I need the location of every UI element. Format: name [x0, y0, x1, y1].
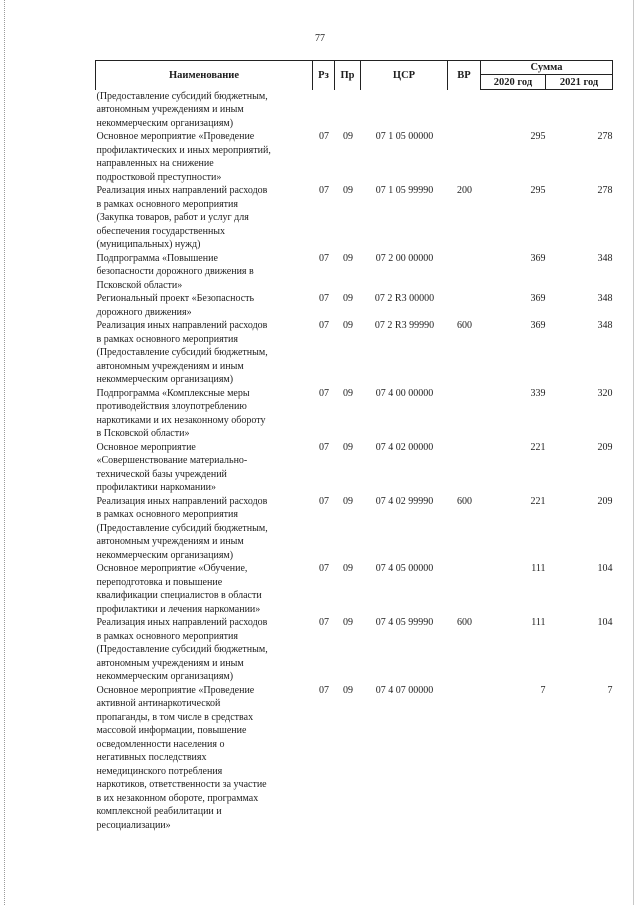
- cell-2021: 348: [597, 252, 613, 264]
- cell-name: Реализация иных направлений расходов в рамках основного мероприятия (Предоставление субсидий бюджетным, автономным учреждениям и иным некоммерческим организациям): [96, 495, 268, 561]
- cell-vr: [448, 684, 481, 833]
- cell-vr: [448, 90, 481, 131]
- cell-name: (Предоставление субсидий бюджетным, автономным учреждениям и иным некоммерческим организациям): [96, 90, 268, 129]
- cell-csr: 07 4 02 99990: [375, 495, 434, 507]
- cell-csr: 07 2 R3 00000: [374, 293, 435, 304]
- cell-vr: 600: [457, 617, 472, 628]
- cell-rz: 07: [319, 684, 329, 696]
- cell-2020: 221: [530, 495, 546, 507]
- cell-rz: 07: [319, 252, 329, 264]
- cell-pr: 09: [343, 617, 353, 628]
- cell-pr: 09: [343, 684, 353, 696]
- cell-2021: 348: [597, 320, 613, 331]
- page-number: 77: [315, 33, 325, 44]
- table-row: [96, 562, 613, 616]
- cell-name: Основное мероприятие «Проведение профилактических и иных мероприятий, направленных на снижение подростковой преступности»: [96, 131, 271, 183]
- cell-2021: 209: [597, 441, 613, 453]
- cell-name: Основное мероприятие «Обучение, переподготовка и повышение квалификации специалистов в области профилактики и лечения наркомании»: [96, 563, 262, 615]
- cell-pr: 09: [343, 293, 353, 304]
- cell-rz: 07: [319, 293, 329, 304]
- cell-name: Реализация иных направлений расходов в рамках основного мероприятия (Предоставление субсидий бюджетным, автономным учреждениям и иным некоммерческим организациям): [96, 320, 268, 385]
- cell-name: Подпрограмма «Повышение безопасности дорожного движения в Псковской области»: [96, 252, 254, 291]
- cell-csr: 07 4 07 00000: [375, 684, 434, 696]
- cell-2020: 221: [530, 441, 546, 453]
- cell-2020: 7: [540, 684, 546, 696]
- cell-2020: [481, 90, 546, 131]
- page-edge-left: [4, 0, 5, 905]
- cell-rz: 07: [319, 387, 329, 399]
- cell-csr: 07 4 05 00000: [375, 563, 434, 574]
- cell-pr: 09: [343, 495, 353, 507]
- cell-vr: 200: [457, 185, 472, 196]
- cell-2020: 111: [531, 617, 546, 628]
- cell-2021: 348: [597, 293, 613, 304]
- cell-rz: 07: [319, 131, 329, 142]
- header-sum: Сумма: [481, 61, 613, 75]
- table-row: [96, 130, 613, 184]
- table-header: [96, 61, 613, 90]
- cell-rz: [313, 90, 335, 131]
- cell-csr: 07 4 02 00000: [375, 441, 434, 453]
- table-row: [96, 252, 613, 293]
- cell-pr: [335, 90, 361, 131]
- header-vr: ВР: [448, 61, 481, 90]
- cell-2021: [546, 90, 613, 131]
- cell-vr: [448, 441, 481, 495]
- header-rz: Рз: [313, 61, 335, 90]
- cell-vr: [448, 292, 481, 319]
- table-row: [96, 292, 613, 319]
- cell-csr: [361, 90, 448, 131]
- cell-pr: 09: [343, 387, 353, 399]
- cell-pr: 09: [343, 441, 353, 453]
- cell-vr: 600: [457, 495, 472, 507]
- cell-vr: [448, 252, 481, 293]
- header-year-2020: 2020 год: [481, 75, 546, 90]
- cell-pr: 09: [343, 185, 353, 196]
- cell-rz: 07: [319, 563, 329, 574]
- cell-2021: 104: [597, 617, 613, 628]
- table-row: [96, 684, 613, 833]
- cell-pr: 09: [343, 131, 353, 142]
- cell-name: Подпрограмма «Комплексные меры противодействия злоупотреблению наркотиками и их незаконному обороту в Псковской области»: [96, 387, 266, 439]
- header-pr: Пр: [335, 61, 361, 90]
- table-row: [96, 387, 613, 441]
- cell-rz: 07: [319, 185, 329, 196]
- cell-2020: 339: [530, 387, 546, 399]
- cell-pr: 09: [343, 320, 353, 331]
- cell-2020: 295: [530, 131, 546, 142]
- cell-2020: 369: [530, 320, 546, 331]
- header-name: Наименование: [96, 61, 313, 90]
- table-body: [96, 90, 613, 833]
- cell-2021: 278: [597, 185, 613, 196]
- cell-csr: 07 1 05 00000: [375, 131, 434, 142]
- cell-2020: 369: [530, 293, 546, 304]
- table-row: [96, 495, 613, 563]
- cell-pr: 09: [343, 252, 353, 264]
- cell-name: Реализация иных направлений расходов в рамках основного мероприятия (Закупка товаров, работ и услуг для обеспечения государственных (муниципальных) нужд): [96, 185, 268, 250]
- header-year-2021: 2021 год: [546, 75, 613, 90]
- cell-rz: 07: [319, 495, 329, 507]
- cell-rz: 07: [319, 617, 329, 628]
- table-row: [96, 319, 613, 387]
- table-row: [96, 90, 613, 131]
- cell-vr: 600: [457, 320, 472, 331]
- cell-vr: [448, 130, 481, 184]
- cell-2021: 320: [597, 387, 613, 399]
- cell-csr: 07 1 05 99990: [375, 185, 434, 196]
- cell-pr: 09: [343, 563, 353, 574]
- cell-vr: [448, 387, 481, 441]
- cell-2021: 209: [597, 495, 613, 507]
- cell-2021: 104: [597, 563, 613, 574]
- table-row: [96, 616, 613, 684]
- cell-csr: 07 4 00 00000: [375, 387, 434, 399]
- cell-csr: 07 4 05 99990: [375, 617, 434, 628]
- budget-table: [95, 60, 613, 832]
- cell-name: Реализация иных направлений расходов в рамках основного мероприятия (Предоставление субсидий бюджетным, автономным учреждениям и иным некоммерческим организациям): [96, 617, 268, 682]
- cell-name: Основное мероприятие «Совершенствование материально- технической базы учреждений профилактики наркомании»: [96, 441, 248, 493]
- cell-name: Основное мероприятие «Проведение активной антинаркотической пропаганды, в том числе в средствах массовой информации, повышение осведомленности населения о негативных последствиях немедицинского потребления наркотиков, ответственности за участие в их незаконном обороте, программах комплексной реабилитации и ресоциализации»: [96, 684, 267, 831]
- table-row: [96, 441, 613, 495]
- header-csr: ЦСР: [361, 61, 448, 90]
- cell-rz: 07: [319, 320, 329, 331]
- cell-2021: 278: [597, 131, 613, 142]
- cell-csr: 07 2 00 00000: [375, 252, 434, 264]
- cell-2021: 7: [607, 684, 613, 696]
- cell-rz: 07: [319, 441, 329, 453]
- page-edge-right: [633, 0, 634, 905]
- table-row: [96, 184, 613, 252]
- cell-2020: 295: [530, 185, 546, 196]
- cell-csr: 07 2 R3 99990: [374, 320, 435, 331]
- cell-2020: 111: [531, 563, 546, 574]
- cell-vr: [448, 562, 481, 616]
- cell-name: Региональный проект «Безопасность дорожного движения»: [96, 293, 255, 318]
- cell-2020: 369: [530, 252, 546, 264]
